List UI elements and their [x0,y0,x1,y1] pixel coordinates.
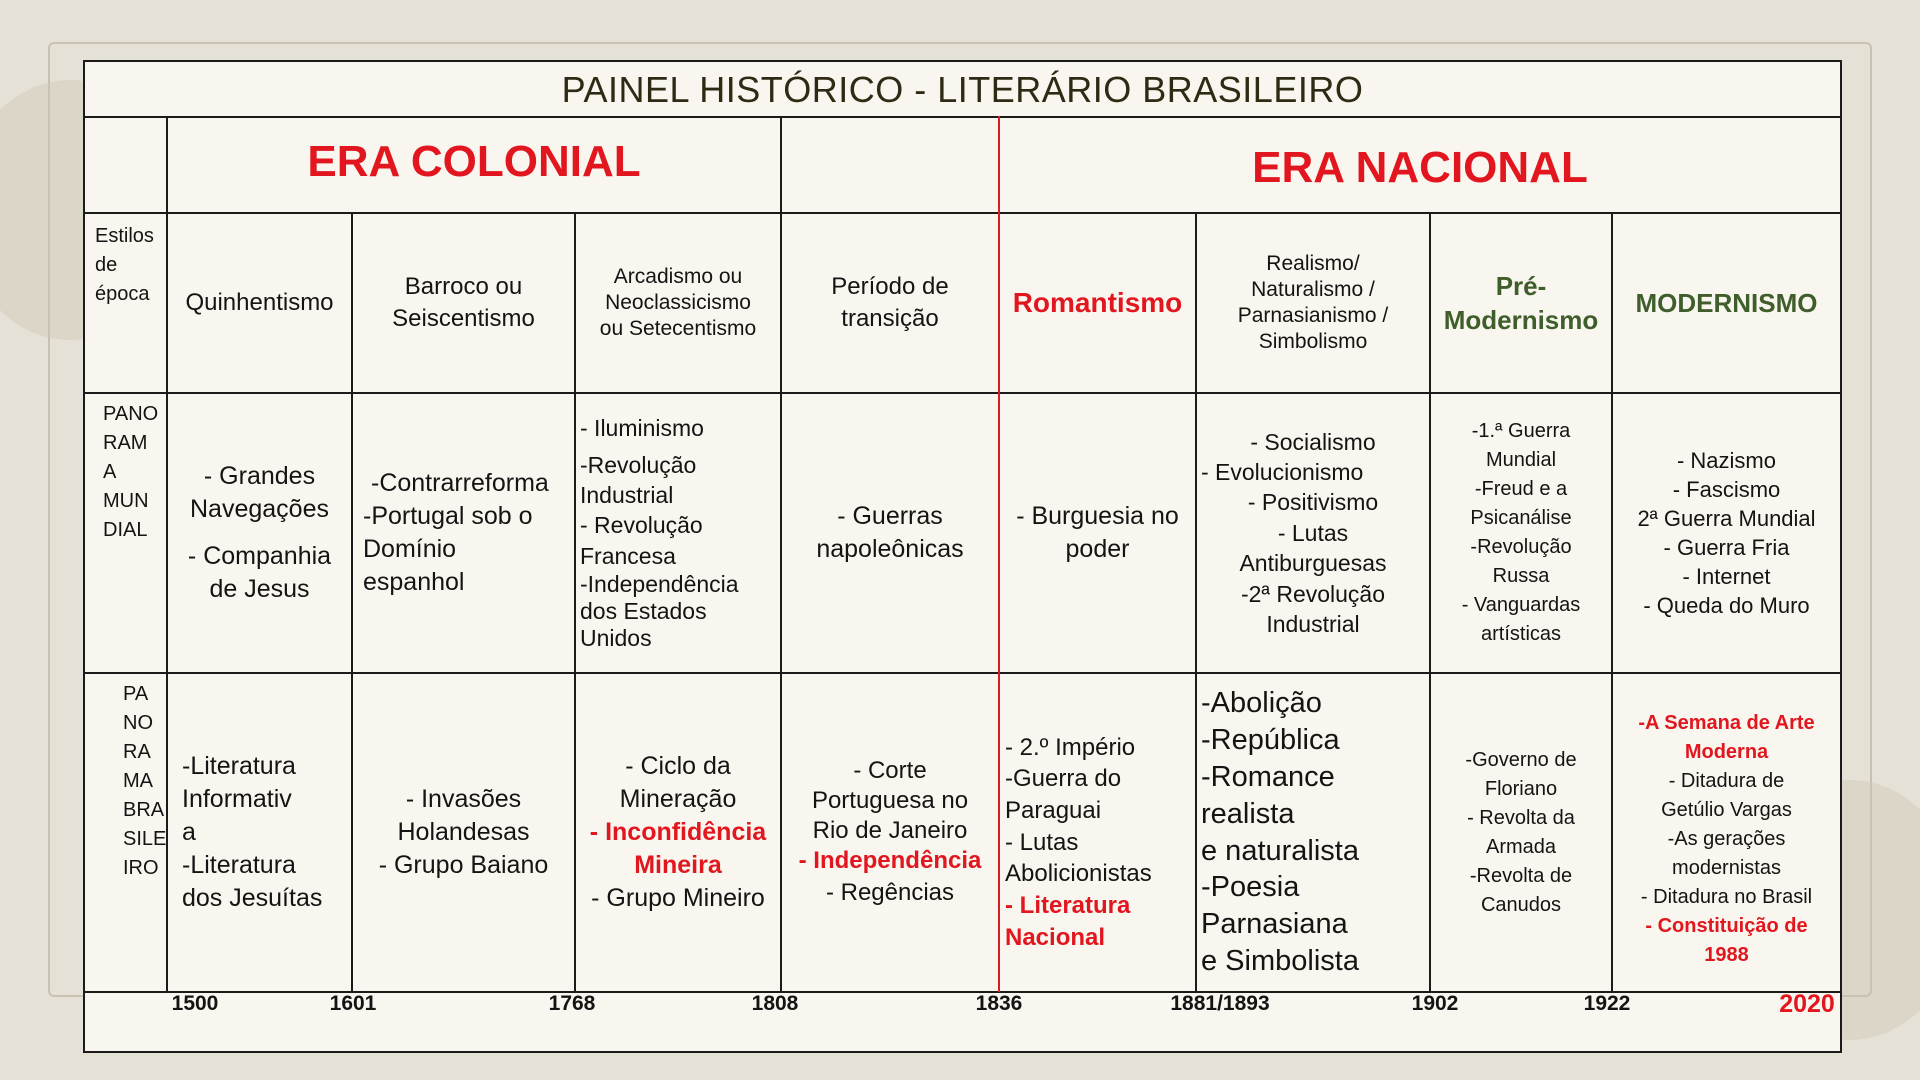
list-item: - Ditadura de Getúlio Vargas [1661,770,1792,821]
world-modernismo [1613,394,1840,672]
year-label: 1922 [1583,992,1631,1015]
list-item: - Constituição de 1988 [1645,915,1808,966]
list-item: -Poesia Parnasiana e Simbolista [1201,871,1359,977]
list-item: -As gerações modernistas [1667,828,1786,879]
year-label: 1902 [1411,992,1459,1015]
era-nacional-heading: ERA NACIONAL [1252,143,1588,192]
brazil-arcadismo [576,674,780,991]
style-barroco: Barroco ou Seiscentismo [392,273,535,332]
world-pre-modernismo [1431,394,1611,672]
row-label-styles: Estilos de época [95,225,154,305]
list-item: - Queda do Muro [1643,593,1810,619]
list-item: - 2.º Império [1005,733,1136,761]
list-item: -Contrarreforma [371,469,549,497]
year-label: 1836 [975,992,1023,1015]
list-item: - Ditadura no Brasil [1640,886,1813,908]
style-modernismo: MODERNISMO [1635,287,1818,318]
list-item: - Literatura Nacional [1005,892,1131,951]
style-quinhentismo: Quinhentismo [185,289,334,317]
list-item: -Guerra do Paraguai [1005,765,1122,824]
world-realismo [1197,394,1429,672]
style-romantismo: Romantismo [1012,286,1183,318]
year-label-final: 2020 [1779,990,1835,1018]
brazil-barroco [353,674,574,991]
list-item: - Socialismo [1250,428,1376,455]
list-item: - Ciclo da Mineração [619,752,737,813]
list-item: - Evolucionismo [1201,459,1364,486]
world-barroco [353,394,574,672]
list-item: - Independência [798,847,982,875]
list-item: -Freud e a Psicanálise [1470,478,1572,529]
brazil-pre-modernismo [1431,674,1611,991]
list-item: - Inconfidência Mineira [589,818,767,879]
list-item: -Independência dos Estados Unidos [580,571,739,652]
list-item: - Regências [825,879,955,907]
panel-title: PAINEL HISTÓRICO - LITERÁRIO BRASILEIRO [561,69,1364,110]
list-item: -Revolta de Canudos [1469,864,1573,916]
row-label-brazil-panorama: PA NO RA MA BRA SILE IRO [123,683,167,879]
year-label: 1881/1893 [1170,992,1270,1015]
list-item: -Abolição [1201,687,1322,720]
list-item: -Literatura Informativ a [182,752,296,846]
list-item: - Invasões Holandesas [397,785,530,846]
list-item: -1.ª Guerra Mundial [1471,420,1571,471]
world-quinhentismo [168,394,351,672]
style-periodo-transicao: Período de transição [831,273,949,332]
list-item: -Governo de Floriano [1465,748,1577,800]
era-colonial-heading: ERA COLONIAL [307,137,641,186]
brazil-realismo [1197,674,1429,991]
style-pre-modernismo: Pré- Modernismo [1443,270,1599,335]
style-realismo: Realismo/ Naturalismo / Parnasianismo / Simbolismo [1237,251,1389,354]
brazil-periodo-transicao [782,674,998,991]
list-item: 2ª Guerra Mundial [1637,505,1816,531]
year-label: 1500 [171,992,219,1015]
list-item: -Romance realista e naturalista [1201,760,1359,867]
list-item: - Grupo Mineiro [591,884,765,912]
world-arcadismo [576,394,780,672]
brazil-quinhentismo [168,674,351,991]
list-item: -Revolução Industrial [580,451,697,509]
list-item: -Portugal sob o Domínio espanhol [363,502,533,596]
list-item: - Companhia de Jesus [187,542,332,603]
world-romantismo [1000,394,1195,672]
brazil-romantismo [1000,674,1195,991]
list-item: - Guerras napoleônicas [816,502,964,563]
list-item: -A Semana de Arte Moderna [1638,712,1815,763]
historical-literary-panel [83,60,1842,1053]
brazil-modernismo [1613,674,1840,991]
list-item: - Lutas Abolicionistas [1005,828,1152,888]
list-item: - Fascismo [1672,476,1781,502]
list-item: - Guerra Fria [1663,535,1790,560]
list-item: - Nazismo [1676,447,1776,473]
list-item: - Internet [1682,564,1771,590]
list-item: - Corte Portuguesa no Rio de Janeiro [811,757,969,844]
list-item: - Positivismo [1247,489,1379,516]
row-label-world-panorama: PANO RAM A MUN DIAL [103,403,159,541]
list-item: - Lutas Antiburguesas [1239,519,1387,577]
year-label: 1601 [329,992,377,1015]
year-label: 1768 [548,992,596,1015]
list-item: - Grupo Baiano [378,851,549,879]
year-label: 1808 [751,992,799,1015]
list-item: - Burguesia no poder [1016,502,1179,563]
list-item: -2ª Revolução Industrial [1240,580,1386,637]
list-item: - Grandes Navegações [190,462,329,523]
list-item: -Revolução Russa [1470,536,1572,587]
list-item: - Revolução Francesa [580,512,703,569]
style-arcadismo: Arcadismo ou Neoclassicismo ou Setecentismo [599,264,757,341]
world-periodo-transicao [782,394,998,672]
list-item: -Literatura dos Jesuítas [182,851,323,912]
list-item: - Iluminismo [580,415,704,442]
list-item: - Vanguardas artísticas [1461,594,1581,645]
list-item: -República [1201,724,1340,757]
list-item: - Revolta da Armada [1467,806,1575,858]
